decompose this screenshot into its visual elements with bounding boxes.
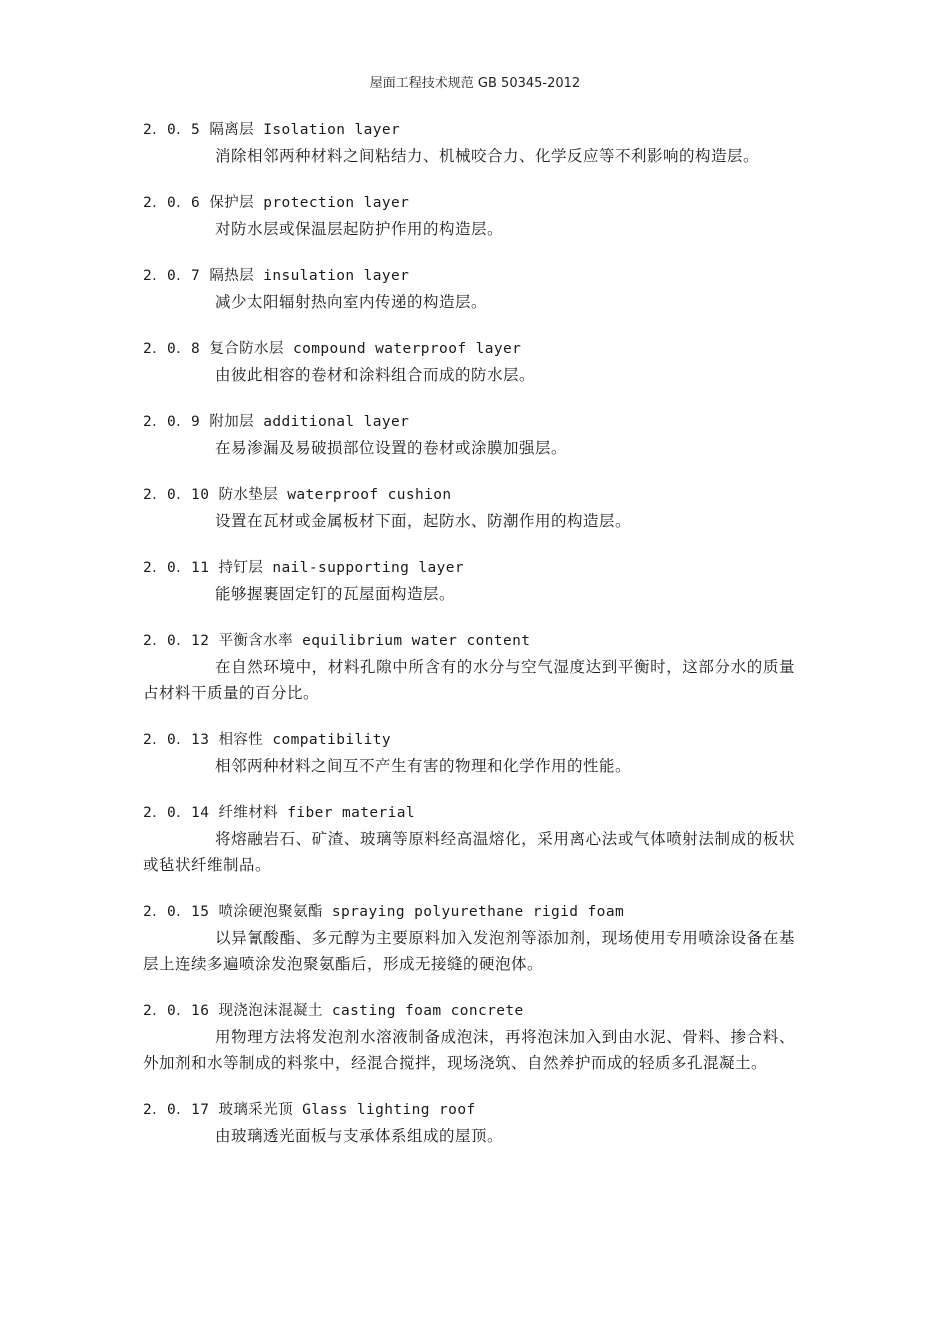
term-definition: 设置在瓦材或金属板材下面，起防水、防潮作用的构造层。 — [215, 512, 632, 530]
term-entry-2-0-9 — [143, 410, 795, 461]
term-heading — [143, 999, 795, 1024]
term-entry-2-0-7 — [143, 264, 795, 315]
term-chinese: 隔离层 — [209, 122, 255, 138]
term-chinese: 附加层 — [209, 414, 255, 430]
term-chinese: 复合防水层 — [209, 341, 284, 357]
term-heading — [143, 191, 795, 216]
term-english: additional layer — [263, 414, 410, 430]
term-definition: 将熔融岩石、矿渣、玻璃等原料经高温熔化，采用离心法或气体喷射法制成的板状或毡状纤维制品。 — [143, 830, 795, 874]
term-entry-2-0-11 — [143, 556, 795, 607]
clause-number: 2．0．7 — [143, 268, 201, 284]
term-heading — [143, 900, 795, 925]
term-chinese: 喷涂硬泡聚氨酯 — [218, 904, 323, 920]
term-chinese: 相容性 — [218, 732, 264, 748]
term-heading — [143, 801, 795, 826]
term-entry-2-0-8 — [143, 337, 795, 388]
term-chinese: 隔热层 — [209, 268, 255, 284]
term-heading — [143, 337, 795, 362]
term-heading — [143, 118, 795, 143]
term-heading — [143, 264, 795, 289]
term-definition: 以异氰酸酯、多元醇为主要原料加入发泡剂等添加剂，现场使用专用喷涂设备在基层上连续多遍喷涂发泡聚氨酯后，形成无接缝的硬泡体。 — [143, 929, 795, 973]
term-definition: 在自然环境中，材料孔隙中所含有的水分与空气湿度达到平衡时，这部分水的质量占材料干质量的百分比。 — [143, 658, 795, 702]
term-definition: 相邻两种材料之间互不产生有害的物理和化学作用的性能。 — [215, 757, 632, 775]
term-english: nail-supporting layer — [272, 560, 465, 576]
term-entry-2-0-14 — [143, 801, 795, 878]
term-heading — [143, 410, 795, 435]
clause-number: 2．0．11 — [143, 560, 210, 576]
clause-number: 2．0．16 — [143, 1003, 210, 1019]
clause-number: 2．0．14 — [143, 805, 210, 821]
term-entry-2-0-16 — [143, 999, 795, 1076]
clause-number: 2．0．15 — [143, 904, 210, 920]
term-chinese: 保护层 — [209, 195, 255, 211]
term-chinese: 纤维材料 — [218, 805, 279, 821]
term-english: spraying polyurethane rigid foam — [331, 904, 625, 920]
term-heading — [143, 629, 795, 654]
term-heading — [143, 728, 795, 753]
term-entry-2-0-12 — [143, 629, 795, 706]
term-definition: 消除相邻两种材料之间粘结力、机械咬合力、化学反应等不利影响的构造层。 — [215, 147, 760, 165]
term-definition: 由玻璃透光面板与支承体系组成的屋顶。 — [215, 1127, 504, 1145]
term-entry-2-0-10 — [143, 483, 795, 534]
term-chinese: 玻璃采光顶 — [218, 1102, 293, 1118]
term-chinese: 持钉层 — [218, 560, 264, 576]
term-english: insulation layer — [263, 268, 410, 284]
term-definition: 用物理方法将发泡剂水溶液制备成泡沫，再将泡沫加入到由水泥、骨料、掺合料、外加剂和水等制成的料浆中，经混合搅拌，现场浇筑、自然养护而成的轻质多孔混凝土。 — [143, 1028, 795, 1072]
term-definition: 减少太阳辐射热向室内传递的构造层。 — [215, 293, 488, 311]
term-entry-2-0-17 — [143, 1098, 795, 1149]
term-english: fiber material — [287, 805, 416, 821]
term-definition: 由彼此相容的卷材和涂料组合而成的防水层。 — [215, 366, 536, 384]
term-english: compatibility — [272, 732, 391, 748]
term-chinese: 现浇泡沫混凝土 — [218, 1003, 323, 1019]
term-entry-2-0-15 — [143, 900, 795, 977]
term-english: casting foam concrete — [331, 1003, 524, 1019]
clause-number: 2．0．6 — [143, 195, 201, 211]
term-heading — [143, 483, 795, 508]
term-english: Glass lighting roof — [302, 1102, 476, 1118]
term-english: waterproof cushion — [287, 487, 452, 503]
clause-number: 2．0．17 — [143, 1102, 210, 1118]
term-definition: 在易渗漏及易破损部位设置的卷材或涂膜加强层。 — [215, 439, 568, 457]
term-entry-2-0-13 — [143, 728, 795, 779]
page-header: 屋面工程技术规范 GB 50345-2012 — [369, 76, 581, 91]
terms-list — [143, 118, 795, 1171]
term-chinese: 平衡含水率 — [218, 633, 293, 649]
term-heading — [143, 556, 795, 581]
clause-number: 2．0．8 — [143, 341, 201, 357]
clause-number: 2．0．10 — [143, 487, 210, 503]
clause-number: 2．0．9 — [143, 414, 201, 430]
term-definition: 能够握裹固定钉的瓦屋面构造层。 — [215, 585, 456, 603]
term-english: protection layer — [263, 195, 410, 211]
term-entry-2-0-6 — [143, 191, 795, 242]
term-english: compound waterproof layer — [292, 341, 522, 357]
clause-number: 2．0．5 — [143, 122, 201, 138]
term-heading — [143, 1098, 795, 1123]
clause-number: 2．0．12 — [143, 633, 210, 649]
term-definition: 对防水层或保温层起防护作用的构造层。 — [215, 220, 504, 238]
term-entry-2-0-5 — [143, 118, 795, 169]
term-english: Isolation layer — [263, 122, 401, 138]
clause-number: 2．0．13 — [143, 732, 210, 748]
term-english: equilibrium water content — [302, 633, 531, 649]
term-chinese: 防水垫层 — [218, 487, 279, 503]
